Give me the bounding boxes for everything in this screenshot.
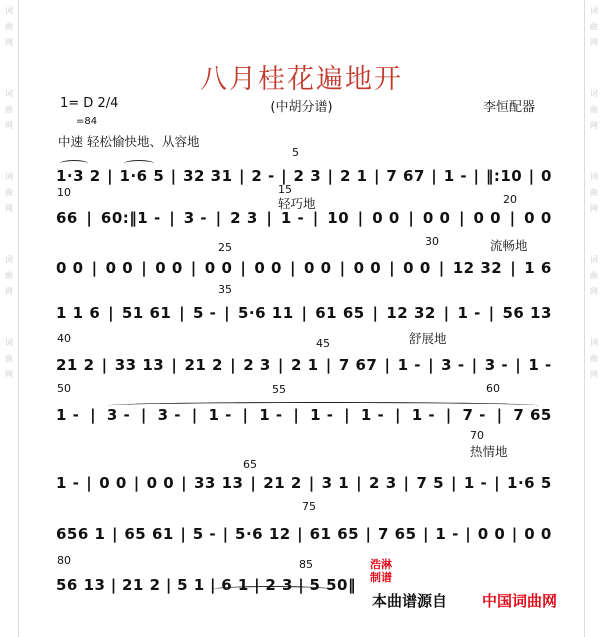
- barline: |: [107, 167, 114, 185]
- measure-notes: 21 2: [122, 576, 161, 594]
- measure-notes: 51 61: [121, 304, 172, 322]
- barline: |: [510, 259, 517, 277]
- barline: |: [140, 406, 147, 424]
- score-row: [56, 524, 552, 544]
- score-row: [56, 405, 552, 425]
- measure-number: 5: [292, 146, 299, 159]
- subtitle: (中胡分谱): [270, 100, 333, 115]
- watermark-char: 词: [5, 255, 13, 264]
- watermark-char: 词: [5, 172, 13, 181]
- measure-notes: 0 0: [372, 209, 400, 227]
- measure-notes: 3 -: [484, 356, 509, 374]
- barline: |: [488, 304, 495, 322]
- barline: |: [450, 474, 457, 492]
- watermark-char: 曲: [590, 105, 598, 114]
- score-title: 八月桂花遍地开: [200, 64, 403, 95]
- tempo-instruction: 中速 轻松愉快地、从容地: [58, 134, 200, 149]
- measure-notes: 0 0: [254, 259, 282, 277]
- measure-number: 15: [278, 183, 292, 196]
- measure-number: 75: [302, 500, 316, 513]
- barline: |: [133, 474, 140, 492]
- measure-notes: 0 0: [353, 259, 382, 277]
- measure-notes: 1 -: [463, 474, 488, 492]
- measure-notes: 2 3: [369, 474, 397, 492]
- barline: |: [293, 406, 300, 424]
- barline: |: [389, 259, 396, 277]
- watermark-char: 网: [5, 204, 13, 213]
- measure-notes: 3 -: [106, 406, 131, 424]
- barline: |: [422, 525, 429, 543]
- measure-number: 25: [218, 241, 232, 254]
- barline: |: [101, 356, 108, 374]
- barline: |: [458, 209, 465, 227]
- barline: |: [86, 209, 93, 227]
- measure-notes: 7 65: [377, 525, 417, 543]
- measure-notes: 1 -: [259, 406, 283, 424]
- measure-notes: 1 -: [397, 356, 421, 374]
- watermark-char: 曲: [590, 271, 598, 280]
- measure-notes: 10: [327, 209, 350, 227]
- barline: |: [297, 525, 304, 543]
- transcriber-line: 浩淋: [370, 558, 392, 571]
- barline: |: [266, 209, 273, 227]
- score-row: [56, 575, 356, 595]
- watermark-char: 网: [5, 370, 13, 379]
- measure-notes: 7 -: [462, 406, 486, 424]
- measure-notes: 1·6 5: [507, 474, 552, 492]
- barline: |: [180, 525, 187, 543]
- score-row: [56, 303, 552, 323]
- watermark-char: 网: [590, 287, 598, 296]
- barline: |: [86, 474, 93, 492]
- measure-notes: 1 -: [208, 406, 232, 424]
- measure-number: 30: [425, 235, 439, 248]
- measure-notes: 61 65: [309, 525, 360, 543]
- measure-notes: 56 13: [502, 304, 552, 322]
- measure-notes: 5 -: [192, 304, 217, 322]
- measure-notes: 2 3: [243, 356, 271, 374]
- measure-notes: 0 0: [99, 474, 127, 492]
- measure-notes: 1 -: [457, 304, 481, 322]
- score-row: [56, 166, 552, 186]
- barline: |: [509, 209, 516, 227]
- measure-notes: 0 0: [155, 259, 183, 277]
- barline: |: [165, 576, 172, 594]
- measure-notes: 0 0: [477, 525, 506, 543]
- watermark-char: 曲: [5, 188, 13, 197]
- score-row: [56, 258, 552, 278]
- barline: |: [240, 259, 247, 277]
- barline: |: [298, 576, 305, 594]
- watermark-char: 词: [590, 338, 598, 347]
- measure-notes: 656 1: [56, 525, 106, 543]
- barline: |: [312, 209, 319, 227]
- measure-notes: 12 32: [452, 259, 503, 277]
- watermark-char: 网: [5, 38, 13, 47]
- barline: |: [494, 474, 501, 492]
- barline: |: [515, 356, 522, 374]
- measure-notes: 66: [56, 209, 78, 227]
- measure-notes: 1·6 5: [119, 167, 165, 185]
- measure-number: 10: [57, 186, 71, 199]
- measure-notes: 21 2: [263, 474, 302, 492]
- watermark-char: 网: [590, 370, 598, 379]
- watermark-char: 词: [5, 338, 13, 347]
- barline: |: [528, 167, 535, 185]
- barline: |: [372, 304, 379, 322]
- barline: |: [179, 304, 186, 322]
- barline: |: [91, 259, 98, 277]
- score-row: [56, 208, 552, 228]
- measure-number: 60: [486, 382, 500, 395]
- measure-notes: 7 67: [338, 356, 378, 374]
- barline: |: [365, 525, 372, 543]
- expression-mark: 流畅地: [490, 238, 528, 253]
- barline: |: [289, 259, 296, 277]
- measure-notes: 1 -: [56, 474, 80, 492]
- measure-notes: 5·6 11: [237, 304, 294, 322]
- measure-notes: 0: [541, 167, 552, 185]
- measure-notes: 0 0: [524, 209, 552, 227]
- barline: |: [431, 167, 438, 185]
- barline: |: [171, 356, 178, 374]
- measure-number: 40: [57, 332, 71, 345]
- measure-number: 50: [57, 382, 71, 395]
- measure-notes: 2 3: [265, 576, 293, 594]
- measure-notes: 3 -: [183, 209, 208, 227]
- watermark-char: 词: [5, 6, 13, 15]
- measure-notes: 12 32: [386, 304, 436, 322]
- watermark-char: 网: [5, 287, 13, 296]
- score-row: [56, 473, 552, 493]
- source-label: 本曲谱源自: [372, 592, 448, 610]
- measure-number: 65: [243, 458, 257, 471]
- barline: |: [224, 304, 231, 322]
- key-text: 1= D: [60, 96, 94, 111]
- measure-notes: 1 -: [443, 167, 468, 185]
- expression-mark: 热情地: [470, 444, 508, 459]
- measure-notes: 1 -: [411, 406, 436, 424]
- measure-notes: 0 0: [422, 209, 451, 227]
- barline: |: [308, 474, 315, 492]
- measure-notes: 1 1 6: [56, 304, 101, 322]
- barline: |: [473, 167, 480, 185]
- measure-notes: 3 -: [441, 356, 465, 374]
- barline: |: [170, 167, 177, 185]
- measure-notes: 0 0: [105, 259, 134, 277]
- measure-notes: 61 65: [315, 304, 365, 322]
- watermark-char: 曲: [5, 271, 13, 280]
- measure-notes: 3 -: [157, 406, 182, 424]
- barline: |: [327, 167, 334, 185]
- barline: |: [242, 406, 249, 424]
- measure-notes: 56 13: [56, 576, 106, 594]
- measure-notes: 3 1: [321, 474, 350, 492]
- barline: |: [141, 259, 148, 277]
- measure-notes: 0 0: [473, 209, 502, 227]
- measure-number: 20: [503, 193, 517, 206]
- barline: |: [191, 406, 198, 424]
- measure-notes: 1 -: [280, 209, 305, 227]
- barline: |: [222, 525, 229, 543]
- barline: |: [325, 356, 332, 374]
- measure-notes: 0 0: [56, 259, 84, 277]
- barline: |: [408, 209, 415, 227]
- watermark-char: 网: [5, 121, 13, 130]
- tempo-marking: =84: [76, 116, 98, 127]
- measure-notes: 5 -: [192, 525, 217, 543]
- measure-notes: 0 0: [403, 259, 431, 277]
- watermark-char: 曲: [590, 354, 598, 363]
- barline: |: [471, 356, 478, 374]
- watermark-char: 曲: [5, 354, 13, 363]
- measure-notes: 5 1: [177, 576, 205, 594]
- watermark-char: 曲: [590, 188, 598, 197]
- measure-number: 80: [57, 554, 71, 567]
- measure-notes: 0 0: [204, 259, 233, 277]
- measure-notes: 2 1: [291, 356, 319, 374]
- transcriber-line: 制谱: [370, 571, 392, 584]
- barline: |: [281, 167, 288, 185]
- barline: |: [254, 576, 261, 594]
- measure-notes: 1 -: [435, 525, 459, 543]
- barline: |: [357, 209, 364, 227]
- measure-number: 55: [272, 383, 286, 396]
- measure-notes: 7 65: [513, 406, 552, 424]
- measure-notes: 2 1: [339, 167, 368, 185]
- watermark-char: 词: [590, 172, 598, 181]
- watermark-char: 曲: [590, 22, 598, 31]
- measure-notes: ‖:10: [485, 167, 523, 185]
- measure-notes: 1 -: [360, 406, 385, 424]
- measure-notes: 5 50‖: [309, 576, 356, 594]
- barline: |: [238, 167, 245, 185]
- barline: |: [443, 304, 450, 322]
- measure-notes: 5·6 12: [235, 525, 291, 543]
- barline: |: [181, 474, 188, 492]
- watermark-char: 曲: [5, 105, 13, 114]
- barline: |: [356, 474, 363, 492]
- measure-notes: 1 6: [524, 259, 552, 277]
- barline: |: [90, 406, 97, 424]
- measure-notes: 1·3 2: [56, 167, 101, 185]
- barline: |: [215, 209, 222, 227]
- barline: |: [111, 525, 118, 543]
- score-row: [56, 355, 552, 375]
- measure-notes: 21 2: [56, 356, 95, 374]
- measure-notes: 33 13: [114, 356, 165, 374]
- barline: |: [339, 259, 346, 277]
- barline: |: [384, 356, 391, 374]
- measure-notes: 1 -: [528, 356, 552, 374]
- measure-notes: 0 0: [303, 259, 332, 277]
- measure-notes: 2 3: [293, 167, 322, 185]
- measure-notes: 60:‖1 -: [100, 209, 161, 227]
- measure-notes: 2 3: [230, 209, 258, 227]
- measure-notes: 2 -: [251, 167, 275, 185]
- barline: |: [277, 356, 284, 374]
- barline: |: [496, 406, 503, 424]
- time-signature: 2/4: [97, 96, 119, 111]
- measure-number: 85: [299, 558, 313, 571]
- barline: |: [209, 576, 216, 594]
- barline: |: [511, 525, 518, 543]
- measure-notes: 0 0: [146, 474, 175, 492]
- watermark-char: 网: [590, 204, 598, 213]
- barline: |: [438, 259, 445, 277]
- expression-mark: 轻巧地: [278, 196, 316, 211]
- watermark-char: 词: [590, 255, 598, 264]
- barline: |: [465, 525, 472, 543]
- barline: |: [169, 209, 176, 227]
- measure-notes: 7 67: [386, 167, 425, 185]
- watermark-char: 词: [5, 89, 13, 98]
- measure-notes: 21 2: [184, 356, 223, 374]
- barline: |: [301, 304, 308, 322]
- site-name: 中国词曲网: [482, 592, 558, 610]
- measure-notes: 0 0: [524, 525, 552, 543]
- measure-number: 70: [470, 429, 484, 442]
- measure-notes: 32 31: [183, 167, 233, 185]
- watermark-char: 词: [590, 89, 598, 98]
- barline: |: [190, 259, 197, 277]
- measure-notes: 6 1: [221, 576, 249, 594]
- barline: |: [403, 474, 410, 492]
- barline: |: [108, 304, 115, 322]
- measure-notes: 33 13: [194, 474, 244, 492]
- barline: |: [445, 406, 452, 424]
- watermark-char: 曲: [5, 22, 13, 31]
- transcriber-stamp: [370, 558, 392, 584]
- measure-notes: 1 -: [310, 406, 334, 424]
- watermark-char: 网: [590, 38, 598, 47]
- watermark-char: 词: [590, 6, 598, 15]
- barline: |: [428, 356, 435, 374]
- measure-notes: 65 61: [124, 525, 174, 543]
- measure-notes: 7 5: [416, 474, 445, 492]
- barline: |: [110, 576, 117, 594]
- measure-number: 35: [218, 283, 232, 296]
- measure-number: 45: [316, 337, 330, 350]
- barline: |: [344, 406, 351, 424]
- watermark-char: 网: [590, 121, 598, 130]
- barline: |: [373, 167, 380, 185]
- expression-mark: 舒展地: [409, 331, 447, 346]
- arranger-credit: 李恒配器: [482, 100, 535, 115]
- barline: |: [250, 474, 257, 492]
- measure-notes: 1 -: [56, 406, 80, 424]
- barline: |: [394, 406, 401, 424]
- barline: |: [230, 356, 237, 374]
